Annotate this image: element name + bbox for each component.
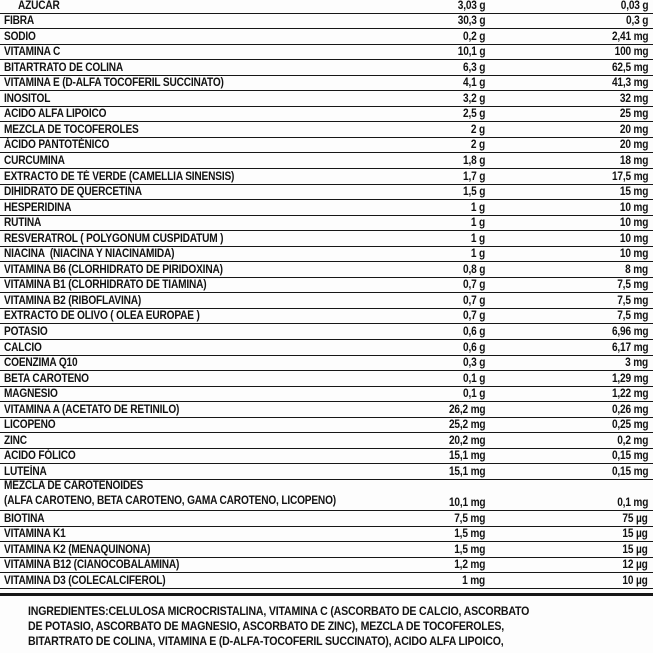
table-row (0, 573, 653, 589)
value-col-2: 0,1 mg (616, 497, 648, 509)
value-col-2: 0,03 g (620, 0, 648, 12)
table-row (0, 200, 653, 216)
table-row (0, 185, 653, 201)
nutrient-name: EXTRACTO DE TÉ VERDE (CAMELLIA SINENSIS) (4, 170, 235, 183)
ingredients-text-block (28, 605, 603, 650)
nutrient-name: MAGNESIO (4, 388, 58, 401)
value-col-1: 20,2 mg (448, 434, 485, 447)
value-col-1: 1 mg (462, 574, 485, 587)
value-col-1: 1,7 g (462, 170, 485, 183)
nutrient-name: VITAMINA B6 (CLORHIDRATO DE PIRIDOXINA) (4, 263, 223, 276)
value-col-1: 0,1 g (462, 388, 485, 401)
value-col-2: 17,5 mg (611, 170, 648, 183)
nutrient-name: RESVERATROL ( POLYGONUM CUSPIDATUM ) (4, 232, 224, 245)
value-col-1: 0,6 g (462, 341, 485, 354)
value-col-1: 1,2 mg (453, 559, 485, 572)
value-col-1: 1 g (470, 201, 485, 214)
value-col-2: 25 mg (619, 108, 648, 121)
nutrient-name: CALCIO (4, 341, 42, 354)
table-row (0, 91, 653, 107)
value-col-1: 15,1 mg (448, 465, 485, 478)
table-row (0, 262, 653, 278)
nutrient-name: CURCUMINA (4, 154, 65, 167)
value-col-2: 15 mg (619, 186, 648, 199)
value-col-1: 1,5 g (462, 186, 485, 199)
nutrient-name-line2: (ALFA CAROTENO, BETA CAROTENO, GAMA CAROTENO, LICOPENO) (4, 494, 336, 507)
nutrient-name: VITAMINA B1 (CLORHIDRATO DE TIAMINA) (4, 279, 207, 292)
value-col-1: 1,8 g (462, 154, 485, 167)
value-col-2: 10 mg (619, 217, 648, 230)
table-row (0, 558, 653, 574)
table-row (0, 324, 653, 340)
value-col-1: 25,2 mg (448, 419, 485, 432)
ingredients-section (28, 605, 653, 650)
nutrient-name: SODIO (4, 30, 36, 43)
table-row (0, 122, 653, 138)
table-row (0, 480, 653, 511)
nutrient-name: BETA CAROTENO (4, 372, 89, 385)
value-col-2: 7,5 mg (616, 294, 648, 307)
table-row (0, 340, 653, 356)
nutrient-name: LUTEÍNA (4, 465, 47, 478)
value-col-2: 2,41 mg (611, 30, 648, 43)
table-row (0, 76, 653, 92)
nutrient-name: VITAMINA A (ACETATO DE RETINILO) (4, 403, 180, 416)
value-col-2: 0,26 mg (611, 403, 648, 416)
value-col-1: 1 g (470, 217, 485, 230)
nutrient-name: ACIDO FÓLICO (4, 450, 76, 463)
nutrient-name: NIACINA (NIACINA Y NIACINAMIDA) (4, 248, 175, 261)
table-row (0, 45, 653, 61)
value-col-2: 6,17 mg (611, 341, 648, 354)
value-col-2: 18 mg (619, 154, 648, 167)
value-col-2: 1,22 mg (611, 388, 648, 401)
value-col-1: 10,1 g (457, 46, 485, 59)
table-row (0, 527, 653, 543)
value-col-2: 41,3 mg (611, 77, 648, 90)
value-col-2: 15 µg (622, 543, 648, 556)
nutrient-name: VITAMINA C (4, 46, 61, 59)
table-row (0, 14, 653, 30)
value-col-1: 0,3 g (462, 357, 485, 370)
nutrient-name: EXTRACTO DE OLIVO ( OLEA EUROPAE ) (4, 310, 200, 323)
nutrient-name: LICOPENO (4, 419, 56, 432)
table-row (0, 433, 653, 449)
nutrient-name: ZINC (4, 434, 27, 447)
value-col-2: 6,96 mg (611, 325, 648, 338)
value-col-1: 3,2 g (462, 92, 485, 105)
nutrient-name: MEZCLA DE CAROTENOIDES (4, 479, 144, 492)
value-col-1: 15,1 mg (448, 450, 485, 463)
value-col-2: 12 µg (622, 559, 648, 572)
value-col-2: 62,5 mg (611, 61, 648, 74)
value-col-1: 4,1 g (462, 77, 485, 90)
value-col-1: 0,7 g (462, 294, 485, 307)
value-col-1: 0,7 g (462, 279, 485, 292)
value-col-1: 2 g (470, 123, 485, 136)
value-col-2: 0,2 mg (616, 434, 648, 447)
value-col-2: 100 mg (614, 46, 648, 59)
value-col-1: 0,1 g (462, 372, 485, 385)
value-col-1: 0,6 g (462, 325, 485, 338)
table-row (0, 293, 653, 309)
nutrient-name: VITAMINA E (D-ALFA TOCOFERIL SUCCINATO) (4, 77, 224, 90)
table-row (0, 418, 653, 434)
table-row (0, 371, 653, 387)
value-col-1: 30,3 g (457, 15, 485, 28)
table-row (0, 542, 653, 558)
value-col-2: 0,3 g (625, 15, 648, 28)
nutrient-name: ÁCIDO PANTOTÉNICO (4, 139, 110, 152)
nutrient-name: BIOTINA (4, 512, 45, 525)
value-col-1: 2 g (470, 139, 485, 152)
value-col-1: 0,2 g (462, 30, 485, 43)
nutrient-name: VITAMINA K1 (4, 528, 66, 541)
table-bottom-rule (0, 593, 653, 596)
nutrient-name: VITAMINA B12 (CIANOCOBALAMINA) (4, 559, 180, 572)
nutrient-name: AZUCAR (18, 0, 60, 12)
value-col-2: 10 mg (619, 201, 648, 214)
value-col-2: 10 mg (619, 232, 648, 245)
value-col-2: 3 mg (625, 357, 648, 370)
value-col-2: 0,15 mg (611, 465, 648, 478)
table-row (0, 153, 653, 169)
table-row (0, 138, 653, 154)
table-row (0, 0, 653, 14)
value-col-1: 6,3 g (462, 61, 485, 74)
table-row (0, 216, 653, 232)
nutrient-name: COENZIMA Q10 (4, 357, 78, 370)
value-col-2: 8 mg (625, 263, 648, 276)
value-col-1: 0,8 g (462, 263, 485, 276)
table-row (0, 60, 653, 76)
table-row (0, 464, 653, 480)
nutrient-name: RUTINA (4, 217, 42, 230)
value-col-1: 1 g (470, 248, 485, 261)
table-row (0, 231, 653, 247)
value-col-2: 15 µg (622, 528, 648, 541)
table-row (0, 309, 653, 325)
nutrient-name: VITAMINA B2 (RIBOFLAVINA) (4, 294, 142, 307)
nutrient-name: POTASIO (4, 325, 48, 338)
value-col-1: 2,5 g (462, 108, 485, 121)
ingredients-line: BITARTRATO DE COLINA, VITAMINA E (D-ALFA-TOCOFERIL SUCCINATO), ACIDO ALFA LIPOICO, (28, 635, 504, 648)
nutrient-name: FIBRA (4, 15, 35, 28)
table-row (0, 107, 653, 123)
ingredients-line: DE POTASIO, ASCORBATO DE MAGNESIO, ASCORBATO DE ZINC), MEZCLA DE TOCOFEROLES, (28, 620, 505, 633)
ingredients-line: INGREDIENTES:CELULOSA MICROCRISTALINA, VITAMINA C (ASCORBATO DE CALCIO, ASCORBATO (28, 605, 530, 618)
nutrient-name: MEZCLA DE TOCOFEROLES (4, 123, 139, 136)
nutrient-name: VITAMINA K2 (MENAQUINONA) (4, 543, 151, 556)
value-col-2: 7,5 mg (616, 279, 648, 292)
value-col-2: 0,15 mg (611, 450, 648, 463)
nutrient-name: HESPERIDINA (4, 201, 72, 214)
value-col-2: 20 mg (619, 123, 648, 136)
value-col-1: 3,03 g (457, 0, 485, 12)
table-row (0, 402, 653, 418)
table-row (0, 387, 653, 403)
table-row (0, 169, 653, 185)
value-col-2: 20 mg (619, 139, 648, 152)
value-col-2: 32 mg (619, 92, 648, 105)
nutrient-name: DIHIDRATO DE QUERCETINA (4, 186, 142, 199)
value-col-1: 0,7 g (462, 310, 485, 323)
table-row (0, 511, 653, 527)
table-row (0, 356, 653, 372)
value-col-1: 10,1 mg (448, 497, 485, 509)
value-col-2: 75 µg (622, 512, 648, 525)
value-col-2: 0,25 mg (611, 419, 648, 432)
nutrient-name: VITAMINA D3 (COLECALCIFEROL) (4, 574, 166, 587)
value-col-1: 1,5 mg (453, 528, 485, 541)
table-row (0, 278, 653, 294)
value-col-2: 7,5 mg (616, 310, 648, 323)
value-col-2: 10 mg (619, 248, 648, 261)
table-row (0, 247, 653, 263)
table-row (0, 449, 653, 465)
nutrient-name: ACIDO ALFA LIPOICO (4, 108, 107, 121)
nutrient-name: BITARTRATO DE COLINA (4, 61, 124, 74)
value-col-1: 26,2 mg (448, 403, 485, 416)
value-col-2: 10 µg (622, 574, 648, 587)
nutrient-name: INOSITOL (4, 92, 51, 105)
table-row (0, 29, 653, 45)
value-col-1: 1,5 mg (453, 543, 485, 556)
value-col-1: 7,5 mg (453, 512, 485, 525)
value-col-2: 1,29 mg (611, 372, 648, 385)
value-col-1: 1 g (470, 232, 485, 245)
